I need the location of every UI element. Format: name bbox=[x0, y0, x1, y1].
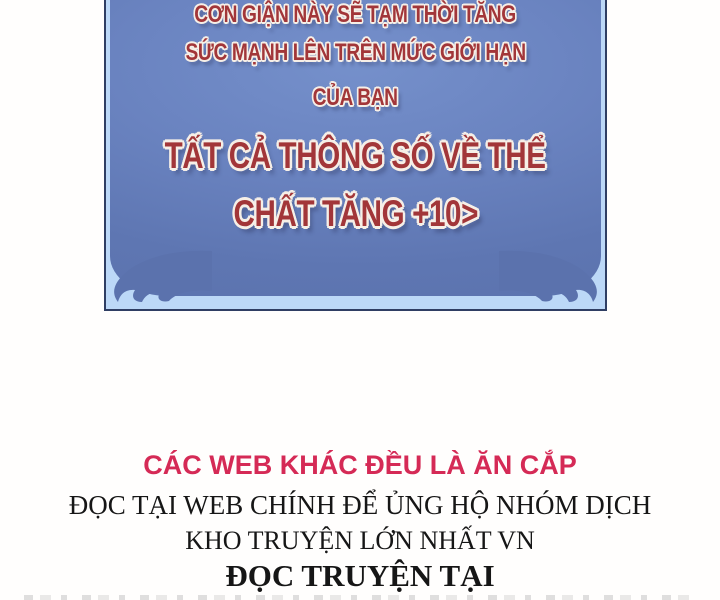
system-stat-line-2 bbox=[110, 190, 601, 238]
system-stat-line-1 bbox=[110, 132, 601, 180]
promo-library-text: KHO TRUYỆN LỚN NHẤT VN bbox=[185, 526, 535, 555]
promo-read-official-text: ĐỌC TẠI WEB CHÍNH ĐỂ ỦNG HỘ NHÓM DỊCH bbox=[68, 490, 652, 520]
system-text-line-3-label: CỦA BẠN bbox=[312, 84, 399, 111]
promo-warning-text: CÁC WEB KHÁC ĐỀU LÀ ĂN CẮP bbox=[143, 450, 577, 480]
system-window-panel bbox=[104, 0, 607, 311]
system-text-line-1 bbox=[110, 0, 601, 30]
system-stat-line-2-label: CHẤT TĂNG +10> bbox=[233, 193, 478, 234]
promo-read-at-text: ĐỌC TRUYỆN TẠI bbox=[225, 558, 495, 593]
system-text-line-1-label: CƠN GIẬN NÀY SẼ TẠM THỜI TĂNG bbox=[194, 1, 517, 28]
system-window-body bbox=[110, 0, 601, 296]
system-text-line-3 bbox=[110, 83, 601, 113]
cloud-flourish-right bbox=[499, 247, 603, 305]
system-text-line-2-label: SỨC MẠNH LÊN TRÊN MỨC GIỚI HẠN bbox=[185, 39, 526, 66]
system-text-line-2 bbox=[110, 38, 601, 68]
cut-off-text-strip bbox=[24, 595, 696, 600]
system-stat-line-1-label: TẤT CẢ THÔNG SỐ VỀ THỂ bbox=[165, 135, 546, 176]
cloud-flourish-left bbox=[108, 247, 212, 305]
